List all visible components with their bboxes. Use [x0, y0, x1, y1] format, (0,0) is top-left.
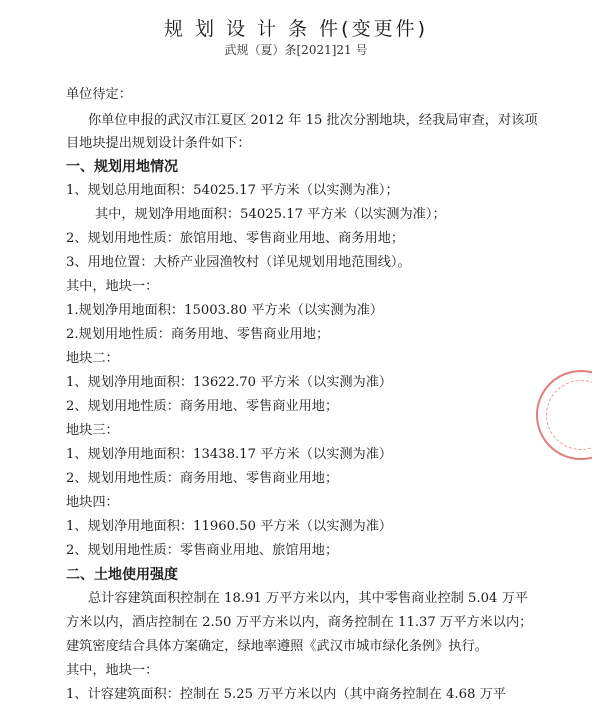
section-2-line-2: 方米以内，酒店控制在 2.50 万平方米以内，商务控制在 11.37 万平方米以内；: [66, 615, 533, 630]
plot-3-use: 2、规划用地性质：商务用地、零售商业用地；: [66, 471, 339, 486]
plot-3-heading: 地块三：: [66, 423, 119, 438]
section-1-item-3: 3、用地位置：大桥产业园渔牧村（详见规划用地范围线）。: [66, 255, 411, 270]
plot-2-heading: 地块二：: [66, 351, 119, 366]
addressee: 单位待定：: [66, 87, 132, 102]
plot-1-area: 1.规划净用地面积：15003.80 平方米（以实测为准）: [66, 303, 384, 318]
intro-line-2: 目地块提出规划设计条件如下：: [66, 136, 251, 151]
plot-1-use: 2.规划用地性质：商务用地、零售商业用地；: [66, 327, 330, 342]
plot-3-area: 1、规划净用地面积：13438.17 平方米（以实测为准）: [66, 447, 393, 462]
section-1-item-1-sub: 其中，规划净用地面积：54025.17 平方米（以实测为准）；: [95, 207, 446, 222]
plot-1-heading: 其中，地块一：: [66, 279, 159, 294]
official-seal-stamp: [536, 370, 592, 460]
document-title: 规 划 设 计 条 件(变更件): [163, 18, 429, 40]
section-1-item-1: 1、规划总用地面积：54025.17 平方米（以实测为准）；: [66, 183, 399, 198]
section-2-heading: 二、土地使用强度: [66, 567, 178, 583]
plot-2-use: 2、规划用地性质：商务用地、零售商业用地；: [66, 399, 339, 414]
section-2-plot-1-heading: 其中，地块一：: [66, 663, 159, 678]
plot-2-area: 1、规划净用地面积：13622.70 平方米（以实测为准）: [66, 375, 393, 390]
intro-line-1: 你单位申报的武汉市江夏区 2012 年 15 批次分割地块，经我局审查，对该项: [88, 113, 538, 128]
plot-4-heading: 地块四：: [66, 495, 119, 510]
document-number: 武规（夏）条[2021]21 号: [224, 43, 368, 57]
plot-4-area: 1、规划净用地面积：11960.50 平方米（以实测为准）: [66, 519, 393, 534]
section-1-heading: 一、规划用地情况: [66, 159, 178, 175]
section-2-plot-1-line-1: 1、计容建筑面积：控制在 5.25 万平方米以内（其中商务控制在 4.68 万平: [66, 687, 506, 702]
section-1-item-2: 2、规划用地性质：旅馆用地、零售商业用地、商务用地；: [66, 231, 405, 246]
plot-4-use: 2、规划用地性质：零售商业用地、旅馆用地；: [66, 543, 339, 558]
section-2-line-1: 总计容建筑面积控制在 18.91 万平方米以内，其中零售商业控制 5.04 万平: [88, 591, 528, 606]
section-2-line-3: 建筑密度结合具体方案确定，绿地率遵照《武汉市城市绿化条例》执行。: [66, 639, 488, 654]
